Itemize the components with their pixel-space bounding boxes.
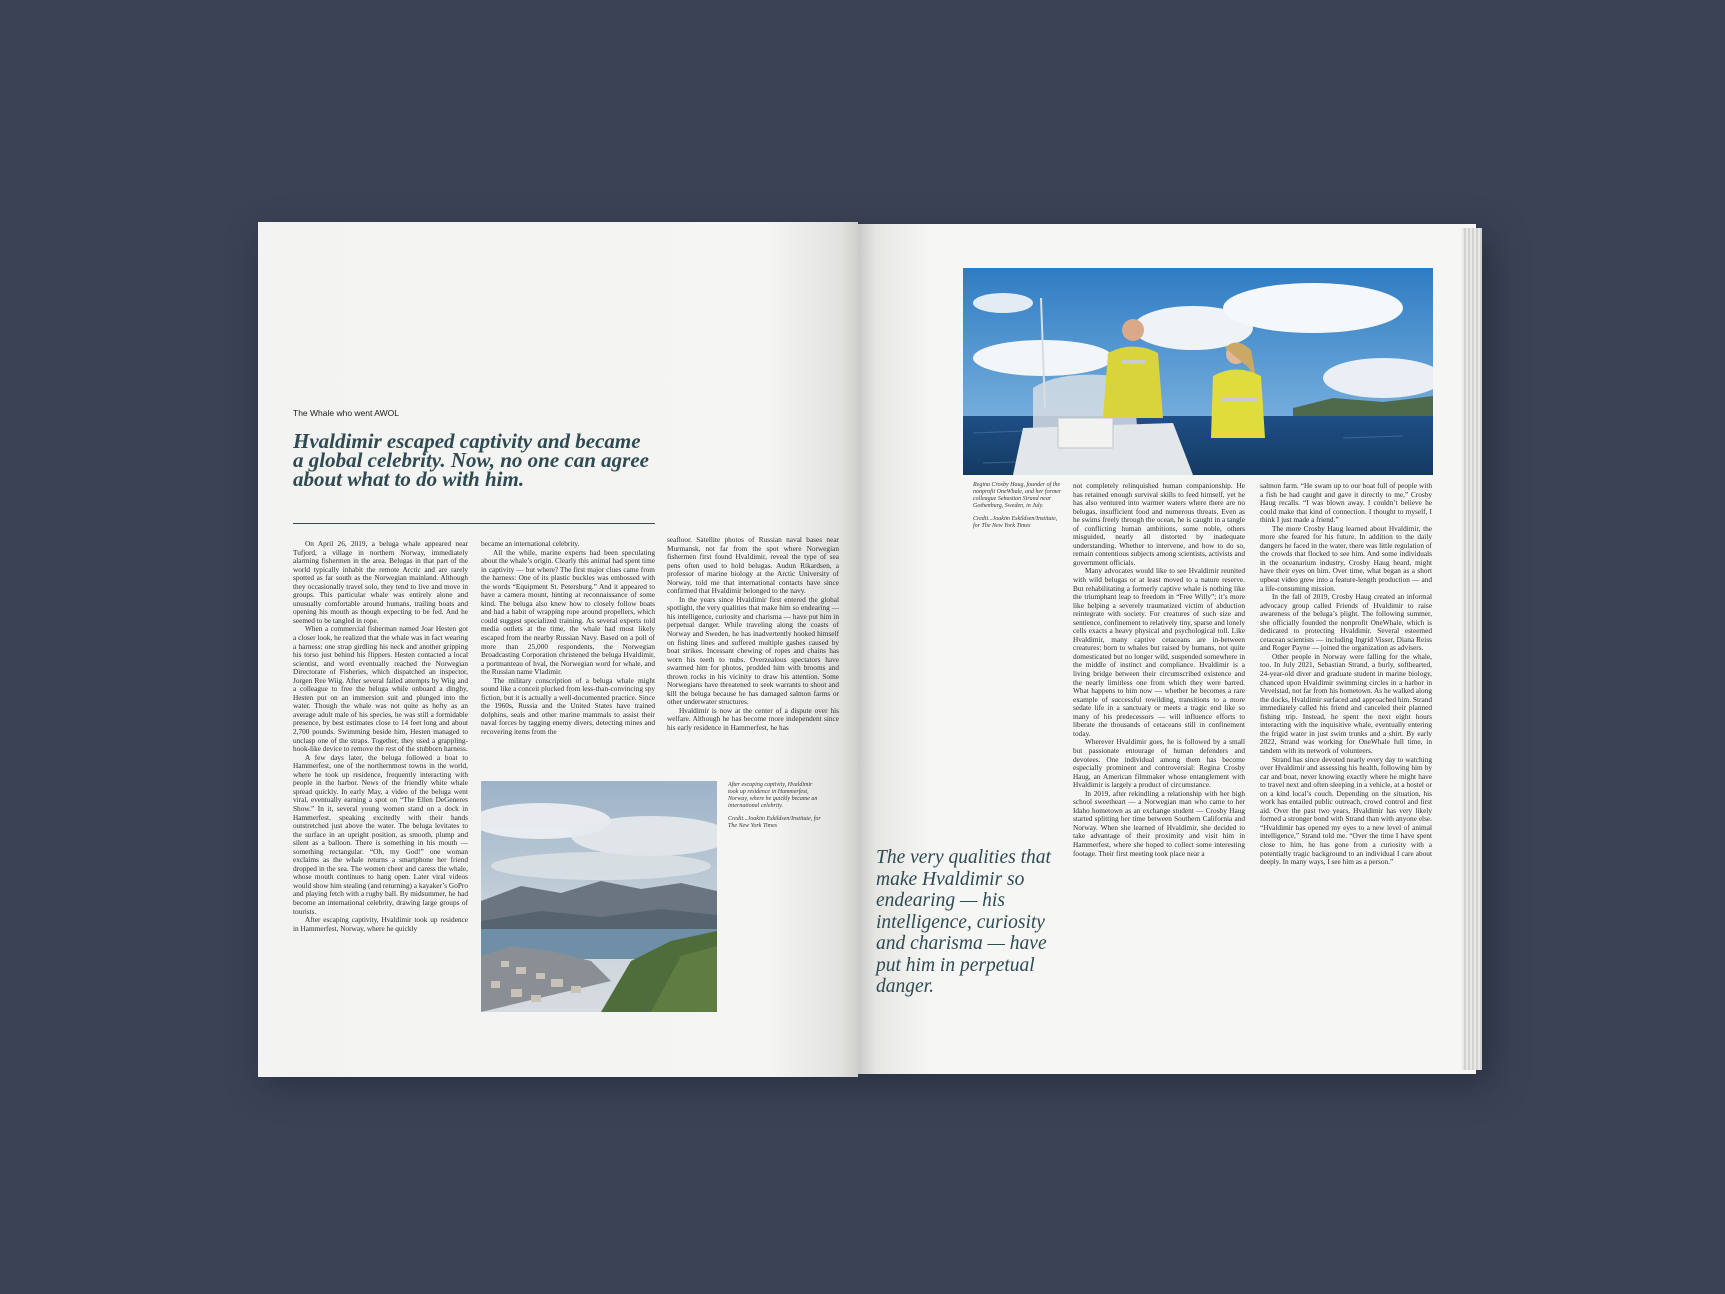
running-head: The Whale who went AWOL [293, 408, 399, 418]
body-column-5 [1260, 482, 1432, 962]
article-headline: Hvaldimir escaped captivity and became a global celebrity. Now, no one can agree about what to do with him. [293, 429, 649, 491]
paragraph: The military conscription of a beluga whale might sound like a conceit plucked from less-than-convincing spy fiction, but it is actually a well-documented practice. Since the 1960s, Russia and the United States have trained dolphins, seals and other marine mammals to assist their naval forces by tagging enemy divers, detecting mines and recovering items from the [481, 675, 655, 737]
paragraph: not completely relinquished human companionship. He has retained enough survival skills to feed himself, yet he has also ventured into warmer waters where there are no belugas, insufficient food and numerous threats. Even as he swims freely through the ocean, he is caught in a tangle of conflicting human ambitions, some noble, others misguided, nearly all distorted by inadequate understanding. Whether to intervene, and how to do so, remain contentious subjects among scientists, activists and government officials. [1073, 482, 1245, 567]
caption-text: Regina Crosby Haug, founder of the nonprofit OneWhale, and her former colleague Sebastian Strand near Gothenburg, Sweden, in July. [973, 482, 1062, 509]
paragraph: The more Crosby Haug learned about Hvaldimir, the more she feared for his future. In addition to the daily dangers he faced in the water, there was little regulation of the crowds that flocked to see him. And some individuals in the oceanarium industry, Crosby Haug heard, might have their eyes on him. Over time, what began as a short upbeat video grew into a feature-length production — and a life-consuming mission. [1260, 523, 1432, 593]
paragraph: A few days later, the beluga followed a boat to Hammerfest, one of the northernmost towns in the world, where he took up residence, frequently interacting with people in the harbor. News of the friendly white whale spread quickly. In early May, a video of the beluga went viral, eventually earning a spot on “The Ellen DeGeneres Show.” In it, several young women stand on a dock in Hammerfest, speaking excitedly with their hands outstretched just above the water. The beluga levitates to the surface in an upright position, as smooth, plump and silent as a balloon. There is something in his mouth — something rectangular. “Oh, my God!” one woman exclaims as the whale returns a smartphone her friend dropped in the sea. The women cheer and caress the whale, whose mouth continues to hang open. Later viral videos would show him stealing (and returning) a kayaker’s GoPro and playing fetch with a rugby ball. By midsummer, he had become an international celebrity, drawing large groups of tourists. [293, 752, 468, 916]
paragraph: seafloor. Satellite photos of Russian naval bases near Murmansk, not far from the spot where Norwegian fishermen first found Hvaldimir, reveal the type of sea pens often used to hold belugas. Audun Rikardsen, a professor of marine biology at the Arctic University of Norway, told me that international contacts have since confirmed that Hvaldimir belonged to the navy. [667, 536, 839, 596]
paragraph: When a commercial fisherman named Joar Hesten got a closer look, he realized that the whale was in fact wearing a harness: one strap girdling his neck and another gripping his torso just behind his flippers. Hesten contacted a local scientist, and word eventually reached the Norwegian Directorate of Fisheries, which dispatched an inspector, Jorgen Ree Wiig. After several failed attempts by Wiig and a colleague to free the beluga while onboard a dinghy, Hesten put on an immersion suit and plunged into the water. Though the whale was not quite as hefty as an average adult male of his species, he was still a formidable presence, by best estimates close to 14 feet long and about 2,700 pounds. Swimming beside him, Hesten managed to unclasp one of the straps. Together, they used a grappling-hook-like device to remove the rest of the stubborn harness. [293, 624, 468, 754]
hammerfest-photo-caption [728, 782, 823, 830]
body-column-2 [481, 540, 655, 755]
paragraph: In the years since Hvaldimir first entered the global spotlight, the very qualities that make him so endearing — his intelligence, curiosity and charisma — have put him in perpetual danger. While traveling along the coasts of Norway and Sweden, he has inadvertently hooked himself on fishing lines and suffered multiple gashes caused by boat strikes. Incessant chewing of ropes and chains has worn his teeth to nubs. Overzealous spectators have swarmed him for photos, prodded him with brooms and thrown rocks in his vicinity to draw his attention. Some Norwegians have threatened to seek warrants to shoot and kill the beluga because he has damaged salmon farms or other underwater structures. [667, 594, 839, 707]
boat-crew-image [963, 268, 1433, 475]
paragraph: In the fall of 2019, Crosby Haug created an informal advocacy group called Friends of Hvaldimir to raise awareness of the beluga’s plight. The following summer, she officially founded the nonprofit OneWhale, which is dedicated to protecting Hvaldimir. Several esteemed cetacean scientists — including Ingrid Visser, Diana Reiss and Roger Payne — joined the organization as advisers. [1260, 592, 1432, 653]
hammerfest-photo [481, 781, 717, 1012]
paragraph: After escaping captivity, Hvaldimir took up residence in Hammerfest, Norway, where he quickly [293, 915, 468, 933]
caption-text: After escaping captivity, Hvaldimir took up residence in Hammerfest, Norway, where he quickly became an international celebrity. [728, 782, 818, 809]
page-edges [1462, 228, 1482, 1070]
paragraph: Hvaldimir is now at the center of a dispute over his welfare. Although he has become more independent since his early residence in Hammerfest, he has [667, 705, 839, 733]
hammerfest-landscape-image [481, 781, 717, 1012]
right-page [858, 224, 1476, 1074]
body-column-4 [1073, 482, 1245, 962]
headline-rule [293, 523, 655, 524]
boat-photo [963, 268, 1433, 475]
photo-credit: Credit...Joakim Eskildsen/Institute, for The New York Times [973, 516, 1058, 529]
paragraph: Strand has since devoted nearly every day to watching over Hvaldimir and assessing his health, following him by car and boat, never knowing exactly where he might have to travel next and often sleeping in a vehicle, at a hostel or on a kind local’s couch. Depending on the situation, his work has entailed public outreach, crowd control and first aid. Over the past two years, Hvaldimir has very likely formed a stronger bond with Strand than with anyone else. “Hvaldimir has opened my eyes to a new level of animal intelligence,” Strand told me. “Over the time I have spent close to him, he has gone from a curiosity with a potentially tragic background to an individual I care about deeply. In many ways, I see him as a person.” [1260, 754, 1432, 867]
paragraph: All the while, marine experts had been speculating about the whale’s origin. Clearly this animal had spent time in captivity — but where? The first major clues came from the harness: One of its plastic buckles was embossed with the words “Equipment St. Petersburg.” And it appeared to have a camera mount, hinting at reconnaissance of some kind. The beluga also knew how to closely follow boats and had a habit of wrapping rope around propellers, which could suggest specialized training. As several experts told media outlets at the time, the whale had most likely escaped from the nearby Russian Navy. Based on a poll of more than 25,000 respondents, the Norwegian Broadcasting Corporation christened the beluga Hvaldimir, a portmanteau of hval, the Norwegian word for whale, and the Russian name Vladimir. [481, 547, 655, 677]
paragraph: In 2019, after rekindling a relationship with her high school sweetheart — a Norwegian man who came to her Idaho hometown as an exchange student — Crosby Haug started splitting her time between Southern California and Norway. When she learned of Hvaldimir, she decided to take advantage of their proximity and visit him in Hammerfest, where she hoped to collect some interesting footage. Their first meeting took place near a [1073, 788, 1245, 858]
boat-photo-caption [973, 482, 1065, 530]
paragraph: salmon farm. “He swam up to our boat full of people with a fish he had caught and gave it directly to me,” Crosby Haug recalls. “I was blown away. I couldn’t believe he could make that kind of connection. I thought to myself, I think I just made a friend.” [1260, 482, 1432, 525]
photo-credit: Credit...Joakim Eskildsen/Institute, for The New York Times [728, 816, 821, 829]
paragraph: Wherever Hvaldimir goes, he is followed by a small but passionate entourage of human defenders and devotees. One individual among them has become especially prominent and controversial: Regina Crosby Haug, an American filmmaker whose entanglement with Hvaldimir is largely a product of circumstance. [1073, 737, 1245, 790]
paragraph: Other people in Norway were falling for the whale, too. In July 2021, Sebastian Strand, a burly, softhearted, 24-year-old diver and graduate student in marine biology, chanced upon Hvaldimir swimming circles in a harbor in Vevelstad, not far from his hometown. As he walked along the docks, Hvaldimir surfaced and approached him. Strand immediately called his friend and canceled their planned fishing trip. Instead, he spent the next eight hours interacting with the inquisitive whale, eventually entering the frigid water in just swim trunks and a shirt. By early 2022, Strand was working for OneWhale full time, in tandem with its network of volunteers. [1260, 651, 1432, 755]
paragraph: Many advocates would like to see Hvaldimir reunited with wild belugas or at least moved to a nature reserve. But rehabilitating a formerly captive whale is nothing like the triumphant leap to freedom in “Free Willy”; it’s more like helping a severely traumatized victim of abduction reintegrate with society. For creatures of such size and sentience, confinement to relatively tiny, sparse and lonely cells exacts a heavy physical and psychological toll. Like Hvaldimir, many captive cetaceans are in-between creatures: born to whales but raised by humans, not quite domesticated but no longer wild, suspended somewhere in the middle of instinct and compliance. Hvaldimir is a living bridge between their circumscribed existence and the nearly limitless one from which they were barred. What happens to him now — whether he becomes a rare example of successful rewilding, transitions to a more sedate life in a sanctuary or meets a tragic end like so many of his predecessors — will influence efforts to liberate the thousands of cetaceans still in confinement today. [1073, 566, 1245, 738]
paragraph: became an international celebrity. [481, 540, 580, 548]
body-column-1 [293, 540, 468, 1038]
pull-quote: The very qualities that make Hvaldimir so endearing — his intelligence, curiosity and charisma — have put him in perpetual danger. [876, 847, 1051, 997]
body-column-3 [667, 536, 839, 758]
paragraph: On April 26, 2019, a beluga whale appeared near Tufjord, a village in northern Norway, immediately alarming fishermen in the area. Belugas in that part of the world typically inhabit the remote Arctic and are rarely spotted as far south as the Norwegian mainland. Although they occasionally travel solo, they tend to live and move in groups. This particular whale was entirely alone and unusually comfortable around humans, trailing boats and opening his mouth as though expecting to be fed. And he seemed to be tangled in rope. [293, 540, 468, 625]
left-page [258, 222, 858, 1077]
